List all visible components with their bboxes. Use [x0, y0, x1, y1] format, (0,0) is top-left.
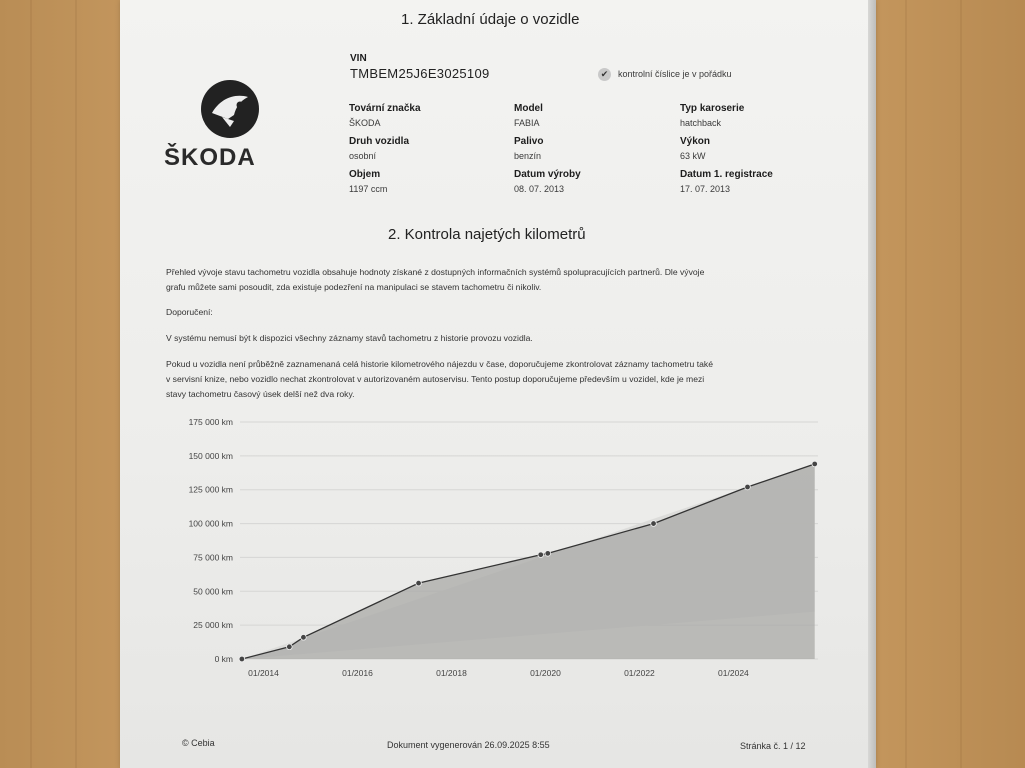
footer-page-number: Stránka č. 1 / 12: [740, 741, 806, 751]
y-tick-label: 0 km: [214, 654, 233, 664]
field-label: Palivo: [514, 136, 544, 147]
field-value: 1197 ccm: [349, 184, 388, 194]
mileage-point: [538, 552, 544, 558]
field-label: Výkon: [680, 136, 711, 147]
field-value: osobní: [349, 151, 377, 161]
y-tick-label: 100 000 km: [188, 518, 233, 529]
x-tick-label: 01/2016: [342, 668, 373, 678]
check-icon: ✔: [598, 68, 611, 81]
field-value: FABIA: [514, 118, 540, 128]
y-tick-label: 125 000 km: [188, 484, 233, 495]
vin-value: TMBEM25J6E3025109: [350, 66, 490, 81]
field-value: 63 kW: [680, 151, 706, 161]
x-tick-label: 01/2022: [624, 668, 655, 678]
field-value: ŠKODA: [349, 118, 381, 128]
intro-paragraph-line: grafu můžete sami posoudit, zda existuje podezření na manipulaci se stavem tachometru či nikoliv.: [166, 282, 542, 292]
section1-title: 1. Základní údaje o vozidle: [401, 11, 580, 28]
mileage-point: [651, 521, 657, 527]
vin-label: VIN: [350, 53, 367, 64]
section2-title: 2. Kontrola najetých kilometrů: [388, 226, 586, 243]
x-tick-label: 01/2024: [718, 668, 749, 678]
field-value: 08. 07. 2013: [514, 184, 565, 194]
mileage-point: [301, 635, 307, 641]
mileage-point: [745, 484, 751, 490]
recommendation-paragraph-line: Pokud u vozidla není průběžně zaznamenaná celá historie kilometrového nájezdu v čase, doporučujeme zkontrolovat záznamy tachometru také: [166, 359, 713, 369]
recommendation-paragraph-line: stavy tachometru časový úsek delší než dva roky.: [166, 389, 355, 399]
mileage-point: [239, 656, 245, 662]
field-label: Datum výroby: [514, 169, 581, 180]
footer-copyright: © Cebia: [182, 738, 215, 748]
intro-paragraph-line: Přehled vývoje stavu tachometru vozidla obsahuje hodnoty získané z dostupných informačních systémů spolupracujících partnerů. Dle vývoje: [166, 267, 705, 277]
y-tick-label: 175 000 km: [188, 417, 233, 427]
y-tick-label: 25 000 km: [193, 620, 233, 631]
recommendation-paragraph-line: v servisní knize, nebo vozidlo nechat zkontrolovat v autorizovaném autoservisu. Tento postup doporučujeme především u vozidel, kde je mezi: [166, 374, 705, 384]
x-tick-label: 01/2014: [248, 668, 279, 678]
field-label: Druh vozidla: [349, 136, 410, 147]
field-label: Tovární značka: [349, 103, 421, 114]
field-value: benzín: [514, 151, 542, 161]
y-tick-label: 50 000 km: [193, 586, 233, 597]
footer-generated: Dokument vygenerován 26.09.2025 8:55: [387, 740, 550, 750]
field-label: Datum 1. registrace: [680, 169, 773, 180]
y-tick-label: 150 000 km: [188, 450, 233, 461]
x-tick-label: 01/2020: [530, 668, 561, 678]
x-tick-label: 01/2018: [436, 668, 467, 678]
vin-check-text: kontrolní číslice je v pořádku: [618, 69, 732, 79]
recommendation-paragraph: V systému nemusí být k dispozici všechny záznamy stavů tachometru z historie provozu vozidla.: [166, 333, 533, 343]
mileage-point: [812, 461, 818, 467]
mileage-point: [545, 551, 551, 557]
field-label: Objem: [349, 169, 381, 180]
field-value: hatchback: [680, 118, 722, 128]
mileage-point: [416, 580, 422, 586]
skoda-logo-text: ŠKODA: [164, 144, 256, 171]
mileage-point: [287, 644, 293, 650]
field-label: Model: [514, 103, 543, 114]
recommendation-heading: Doporučení:: [166, 307, 213, 317]
field-value: 17. 07. 2013: [680, 184, 731, 194]
mileage-area: [242, 464, 815, 659]
field-label: Typ karoserie: [680, 103, 745, 114]
y-tick-label: 75 000 km: [193, 552, 233, 563]
